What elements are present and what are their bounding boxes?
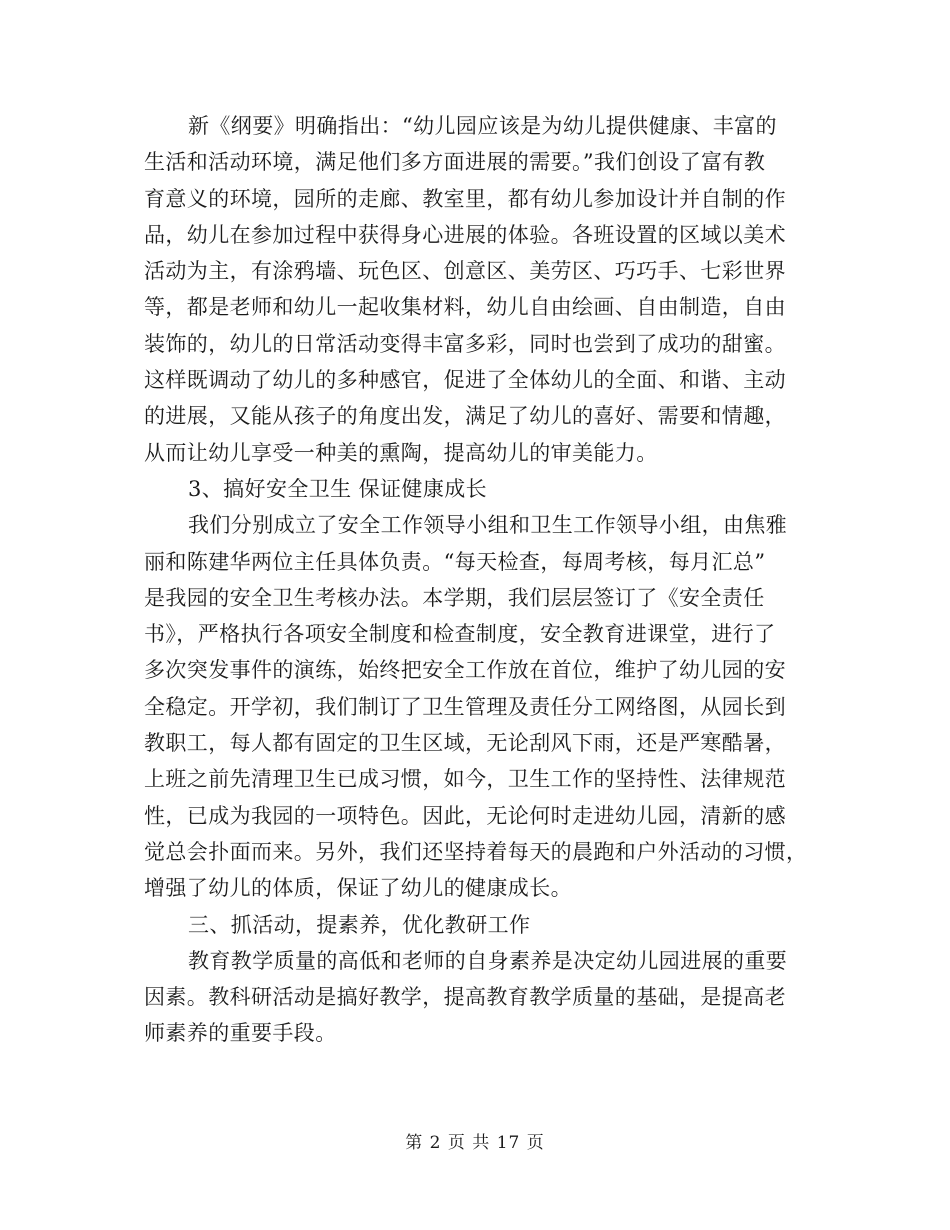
paragraph-line: 这样既调动了幼儿的多种感官，促进了全体幼儿的全面、和谐、主动	[144, 368, 786, 393]
paragraph-line: 从而让幼儿享受一种美的熏陶，提高幼儿的审美能力。	[144, 440, 658, 465]
paragraph-line: 生活和活动环境，满足他们多方面进展的需要。”我们创设了富有教	[144, 150, 766, 175]
paragraph-line: 增强了幼儿的体质，保证了幼儿的健康成长。	[144, 876, 572, 901]
section-heading: 3、搞好安全卫生 保证健康成长	[188, 476, 488, 501]
paragraph-line: 全稳定。开学初，我们制订了卫生管理及责任分工网络图，从园长到	[144, 694, 786, 719]
paragraph-line: 教育教学质量的高低和老师的自身素养是决定幼儿园进展的重要	[188, 948, 788, 973]
paragraph-line: 因素。教科研活动是搞好教学，提高教育教学质量的基础，是提高老	[144, 985, 786, 1010]
paragraph-line: 新《纲要》明确指出：“幼儿园应该是为幼儿提供健康、丰富的	[188, 114, 777, 138]
paragraph-line: 活动为主，有涂鸦墙、玩色区、创意区、美劳区、巧巧手、七彩世界	[144, 259, 786, 284]
paragraph-line: 育意义的环境，园所的走廊、教室里，都有幼儿参加设计并自制的作	[144, 186, 786, 211]
paragraph-line: 觉总会扑面而来。另外，我们还坚持着每天的晨跑和户外活动的习惯，	[144, 839, 808, 864]
paragraph-line: 书》，严格执行各项安全制度和检查制度，安全教育进课堂，进行了	[144, 622, 776, 647]
paragraph-line: 品，幼儿在参加过程中获得身心进展的体验。各班设置的区域以美术	[144, 222, 786, 247]
paragraph-line: 性，已成为我园的一项特色。因此，无论何时走进幼儿园，清新的感	[144, 803, 786, 828]
paragraph-line: 教职工，每人都有固定的卫生区域，无论刮风下雨，还是严寒酷暑，	[144, 731, 786, 756]
paragraph-line: 多次突发事件的演练，始终把安全工作放在首位，维护了幼儿园的安	[144, 658, 786, 683]
paragraph-line: 上班之前先清理卫生已成习惯，如今，卫生工作的坚持性、法律规范	[144, 767, 786, 792]
paragraph-line: 等，都是老师和幼儿一起收集材料，幼儿自由绘画、自由制造，自由	[144, 295, 786, 320]
paragraph-line: 是我园的安全卫生考核办法。本学期，我们层层签订了《安全责任	[144, 585, 765, 610]
page-number-footer: 第 2 页 共 17 页	[405, 1133, 545, 1153]
paragraph-line: 师素养的重要手段。	[144, 1021, 337, 1046]
paragraph-line: 丽和陈建华两位主任具体负责。“每天检查，每周考核，每月汇总”	[144, 549, 766, 574]
paragraph-line: 装饰的，幼儿的日常活动变得丰富多彩，同时也尝到了成功的甜蜜。	[144, 331, 786, 356]
paragraph-line: 的进展，又能从孩子的角度出发，满足了幼儿的喜好、需要和情趣，	[144, 404, 786, 429]
paragraph-line: 我们分别成立了安全工作领导小组和卫生工作领导小组，由焦雅	[188, 513, 788, 538]
document-body	[144, 108, 808, 1052]
section-heading: 三、抓活动，提素养，优化教研工作	[188, 912, 531, 937]
